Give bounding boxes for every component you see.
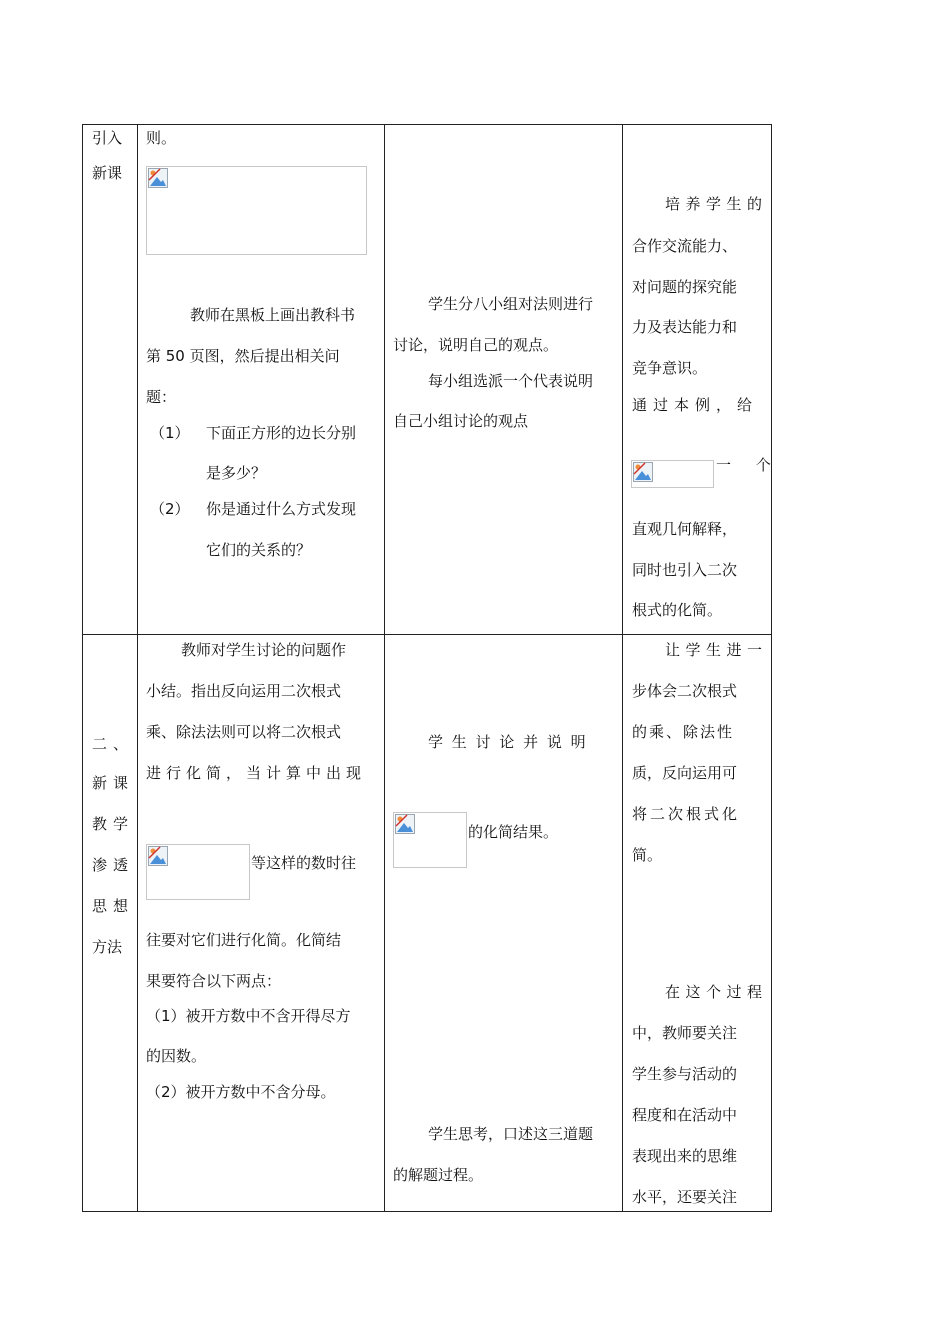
student-text: 学 生 讨 论 并 说 明 (428, 733, 588, 751)
teacher-text: 教师对学生讨论的问题作 (181, 641, 347, 659)
formula-image (631, 460, 714, 488)
teacher-text: 乘、除法法则可以将二次根式 (146, 723, 342, 741)
question-text: 是多少？ (206, 464, 267, 482)
teacher-text: 教师在黑板上画出教科书 (190, 306, 356, 324)
column-divider (622, 124, 623, 1212)
student-text: 自己小组讨论的观点 (393, 412, 529, 430)
stage-label: 引入 (92, 129, 123, 147)
question-text: 下面正方形的边长分别 (206, 424, 357, 442)
teacher-text: 的因数。 (146, 1047, 207, 1065)
student-text: 学生分八小组对法则进行 (428, 295, 594, 313)
intent-text: 根式的化简。 (632, 601, 723, 619)
question-text: 你是通过什么方式发现 (206, 500, 357, 518)
intent-text: 学生参与活动的 (632, 1065, 738, 1083)
stage-label: 新课 (92, 164, 123, 182)
intent-text: 质，反向运用可 (632, 764, 738, 782)
intent-text: 水平，还要关注 (632, 1188, 738, 1206)
row-divider (82, 634, 772, 635)
student-text: 的化简结果。 (468, 823, 559, 841)
teacher-text: 则。 (146, 129, 177, 147)
stage-label: 方法 (92, 938, 123, 956)
teacher-text: 小结。指出反向运用二次根式 (146, 682, 342, 700)
broken-image-icon (395, 814, 415, 834)
figure-image (146, 166, 367, 255)
student-text: 每小组选派一个代表说明 (428, 372, 594, 390)
intent-text: 合作交流能力、 (632, 237, 738, 255)
intent-text: 让 学 生 进 一 (665, 641, 762, 659)
teacher-text: 往要对它们进行化简。化简结 (146, 931, 342, 949)
student-text: 的解题过程。 (393, 1166, 484, 1184)
intent-text: 通过本例，给 (632, 396, 759, 414)
column-divider (137, 124, 138, 1212)
teacher-text: 题： (146, 388, 177, 406)
broken-image-icon (148, 168, 168, 188)
intent-text: 步体会二次根式 (632, 682, 738, 700)
teacher-text: （1）被开方数中不含开得尽方 (146, 1007, 351, 1025)
intent-text: 表现出来的思维 (632, 1147, 738, 1165)
intent-text: 竞争意识。 (632, 359, 708, 377)
intent-text: 直观几何解释， (632, 520, 738, 538)
broken-image-icon (148, 846, 168, 866)
intent-text: 对问题的探究能 (632, 278, 738, 296)
student-text: 讨论，说明自己的观点。 (393, 336, 559, 354)
intent-text: 程度和在活动中 (632, 1106, 738, 1124)
stage-label: 思想 (92, 897, 135, 915)
teacher-text: 等这样的数时往 (251, 854, 357, 872)
intent-text: 在 这 个 过 程 (665, 983, 762, 1001)
broken-image-icon (633, 462, 653, 482)
intent-text: 简。 (632, 846, 663, 864)
intent-text: 同时也引入二次 (632, 561, 738, 579)
question-number: （2） (150, 500, 190, 518)
intent-text: 一 个 (716, 456, 781, 474)
student-text: 学生思考，口述这三道题 (428, 1125, 594, 1143)
teacher-text: 第 50 页图，然后提出相关问 (146, 347, 340, 365)
teacher-text: 果要符合以下两点： (146, 972, 282, 990)
teacher-text: 进行化简，当计算中出现 (146, 764, 367, 782)
intent-text: 的乘、除法性 (632, 723, 735, 741)
intent-text: 中，教师要关注 (632, 1024, 738, 1042)
intent-text: 力及表达能力和 (632, 318, 738, 336)
stage-label: 渗透 (92, 856, 135, 874)
stage-label: 教学 (92, 815, 135, 833)
column-divider (384, 124, 385, 1212)
question-text: 它们的关系的？ (206, 541, 312, 559)
question-number: （1） (150, 424, 190, 442)
intent-text: 培 养 学 生 的 (665, 195, 762, 213)
formula-image (393, 812, 467, 868)
formula-image (146, 844, 250, 900)
teacher-text: （2）被开方数中不含分母。 (146, 1083, 336, 1101)
intent-text: 将二次根式化 (632, 805, 741, 823)
stage-label: 二、 (92, 735, 135, 753)
stage-label: 新课 (92, 774, 135, 792)
